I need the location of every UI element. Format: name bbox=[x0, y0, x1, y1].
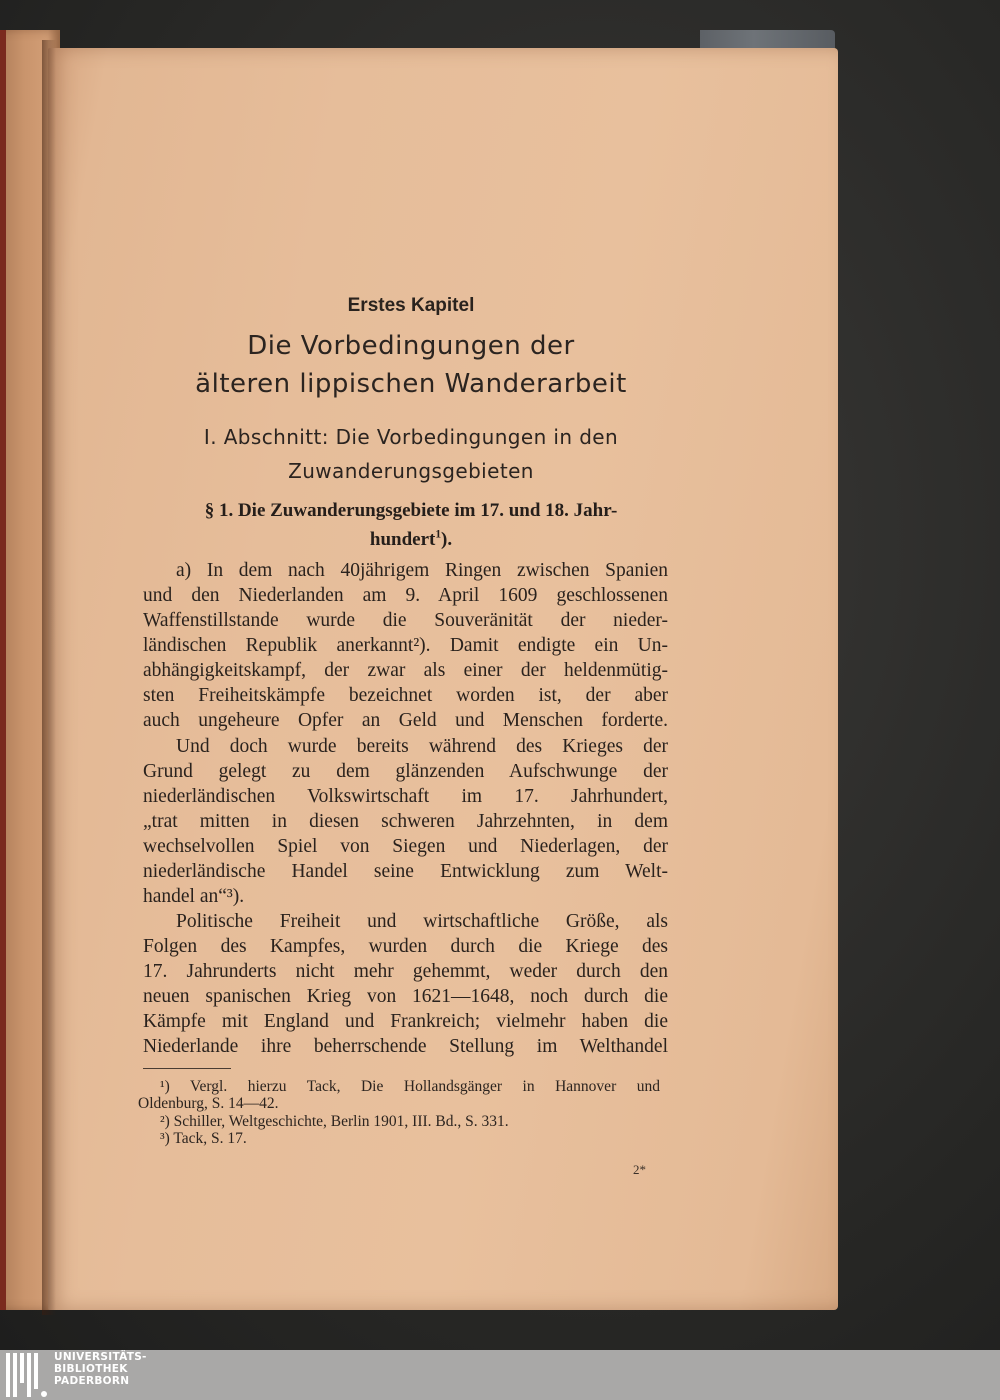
signature-mark: 2* bbox=[633, 1162, 646, 1177]
footnote-1-line-2: Oldenburg, S. 14—42. bbox=[138, 1095, 279, 1112]
left-page-red-edge bbox=[0, 30, 6, 1310]
body-line: 17. Jahrunderts nicht mehr gehemmt, weder durch den bbox=[143, 961, 668, 982]
body-line: handel an“³). bbox=[143, 886, 245, 907]
body-line: Niederlande ihre beherrschende Stellung im Welthandel bbox=[143, 1036, 668, 1057]
library-logo-icon bbox=[4, 1351, 48, 1399]
library-name-line-2: BIBLIOTHEK bbox=[54, 1363, 128, 1375]
body-line: niederländische Handel seine Entwicklung zum Welt- bbox=[143, 861, 668, 882]
footnote-ref-1: 1 bbox=[435, 528, 442, 541]
library-name-line-3: PADERBORN bbox=[54, 1375, 130, 1387]
body-line: Folgen des Kampfes, wurden durch die Kriege des bbox=[143, 936, 668, 957]
body-line: Kämpfe mit England und Frankreich; vielmehr haben die bbox=[143, 1011, 668, 1032]
body-line: niederländischen Volkswirtschaft im 17. Jahrhundert, bbox=[143, 786, 668, 807]
library-footer-bar bbox=[0, 1350, 1000, 1400]
body-line: und den Niederlanden am 9. April 1609 geschlossenen bbox=[143, 585, 668, 606]
body-line: ländischen Republik anerkannt²). Damit endigte ein Un- bbox=[143, 635, 668, 656]
footnote-rule bbox=[143, 1068, 231, 1069]
book-page bbox=[48, 48, 838, 1310]
gutter-shadow bbox=[42, 40, 56, 1315]
chapter-title-line-1: Die Vorbedingungen der bbox=[247, 331, 575, 361]
footnote-1-line-1: ¹) Vergl. hierzu Tack, Die Hollandsgänger in Hannover und bbox=[160, 1078, 660, 1095]
chapter-label: Erstes Kapitel bbox=[347, 295, 475, 316]
section-title-line-2: Zuwanderungsgebieten bbox=[288, 459, 534, 483]
body-line: „trat mitten in diesen schweren Jahrzehnten, in dem bbox=[143, 811, 668, 832]
paragraph-heading-end: ). bbox=[441, 529, 453, 550]
body-line: sten Freiheitskämpfe bezeichnet worden ist, der aber bbox=[143, 685, 668, 706]
body-line: Grund gelegt zu dem glänzenden Aufschwunge der bbox=[143, 761, 668, 782]
footnote-2: ²) Schiller, Weltgeschichte, Berlin 1901, III. Bd., S. 331. bbox=[160, 1113, 509, 1130]
body-line: neuen spanischen Krieg von 1621—1648, noch durch die bbox=[143, 986, 668, 1007]
paragraph-heading-line-2 bbox=[48, 529, 774, 551]
body-line: Waffenstillstande wurde die Souveränität der nieder- bbox=[143, 610, 668, 631]
footnote-3: ³) Tack, S. 17. bbox=[160, 1130, 247, 1147]
body-line: a) In dem nach 40jährigem Ringen zwischen Spanien bbox=[176, 560, 668, 581]
body-line: abhängigkeitskampf, der zwar als einer der heldenmütig- bbox=[143, 660, 668, 681]
body-line: wechselvollen Spiel von Siegen und Niederlagen, der bbox=[143, 836, 668, 857]
chapter-title-line-2: älteren lippischen Wanderarbeit bbox=[195, 369, 627, 399]
paragraph-heading-line-1: § 1. Die Zuwanderungsgebiete im 17. und 18. Jahr- bbox=[204, 500, 618, 521]
body-line: Und doch wurde bereits während des Krieges der bbox=[176, 736, 668, 757]
section-title-line-1: I. Abschnitt: Die Vorbedingungen in den bbox=[203, 425, 619, 449]
body-line: auch ungeheure Opfer an Geld und Menschen forderte. bbox=[143, 710, 668, 731]
library-name-line-1: UNIVERSITÄTS- bbox=[54, 1351, 147, 1363]
body-line: Politische Freiheit und wirtschaftliche Größe, als bbox=[176, 911, 668, 932]
paragraph-heading-text: hundert bbox=[369, 529, 436, 550]
